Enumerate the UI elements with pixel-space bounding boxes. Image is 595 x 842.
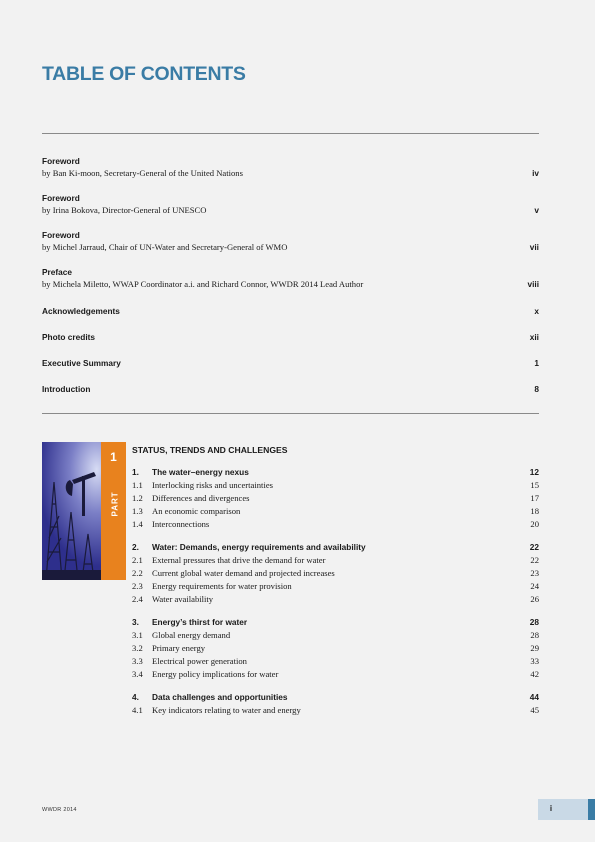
part-number: 1 (110, 450, 117, 464)
section-number: 2.3 (132, 581, 143, 591)
page-number: 15 (530, 480, 539, 490)
page-number: 29 (530, 643, 539, 653)
page-number: vii (529, 242, 539, 252)
page-title: TABLE OF CONTENTS (42, 63, 246, 85)
section-number: 1.2 (132, 493, 143, 503)
section-number: 3.4 (132, 669, 143, 679)
chapter-row[interactable] (132, 466, 539, 479)
chapter-title: Energy’s thirst for water (152, 617, 248, 627)
section-number: 1.1 (132, 480, 143, 490)
page-number: 18 (530, 506, 539, 516)
page-number: 8 (534, 384, 539, 394)
toc-entry-photo-credits[interactable] (42, 331, 539, 343)
page-number: 1 (534, 358, 539, 368)
toc-entry-executive-summary[interactable] (42, 357, 539, 369)
section-title: Differences and divergences (152, 493, 250, 503)
divider (42, 413, 539, 414)
page-number: 24 (530, 581, 539, 591)
section-title: Water availability (152, 594, 214, 604)
toc-entry-introduction[interactable] (42, 383, 539, 395)
page-number: v (534, 205, 539, 215)
section-row[interactable] (132, 518, 539, 531)
section-number: 4.1 (132, 705, 143, 715)
section-title: Energy policy implications for water (152, 669, 279, 679)
footer-label: WWDR 2014 (42, 807, 77, 813)
chapter-row[interactable] (132, 616, 539, 629)
section-row[interactable] (132, 642, 539, 655)
chapter-number: 4. (132, 692, 139, 702)
page-edge-accent (588, 799, 595, 820)
page-number: 22 (530, 555, 539, 565)
section-title: Key indicators relating to water and energy (152, 705, 301, 715)
page-number: 33 (530, 656, 539, 666)
section-number: 2.4 (132, 594, 143, 604)
page-number: 45 (530, 705, 539, 715)
section-row[interactable] (132, 655, 539, 668)
divider (42, 133, 539, 134)
entry-author: by Michel Jarraud, Chair of UN-Water and Secretary-General of WMO (42, 242, 288, 252)
section-number: 1.3 (132, 506, 143, 516)
chapter (132, 616, 539, 681)
chapter-number: 1. (132, 467, 139, 477)
page-number: xii (529, 332, 539, 342)
page-number: 28 (530, 630, 539, 640)
entry-label: Executive Summary (42, 358, 121, 368)
section-number: 2.2 (132, 568, 143, 578)
section-title: Current global water demand and projected increases (152, 568, 335, 578)
page-number: 23 (530, 568, 539, 578)
entry-heading: Foreword (42, 230, 80, 240)
page-number: 28 (529, 617, 539, 627)
section-number: 3.1 (132, 630, 143, 640)
page-number: 42 (530, 669, 539, 679)
part-contents (132, 444, 539, 727)
chapter-title: Water: Demands, energy requirements and availability (152, 542, 366, 552)
entry-heading: Foreword (42, 193, 80, 203)
entry-author: by Irina Bokova, Director-General of UNESCO (42, 205, 207, 215)
section-title: Primary energy (152, 643, 206, 653)
entry-heading: Foreword (42, 156, 80, 166)
section-row[interactable] (132, 505, 539, 518)
front-matter-list (42, 155, 539, 409)
toc-entry[interactable] (42, 192, 539, 217)
section-title: External pressures that drive the demand for water (152, 555, 326, 565)
section-row[interactable] (132, 593, 539, 606)
toc-entry[interactable] (42, 155, 539, 180)
page-number-box (538, 799, 588, 820)
section-number: 3.2 (132, 643, 143, 653)
entry-heading: Preface (42, 267, 72, 277)
entry-label: Acknowledgements (42, 306, 120, 316)
chapter (132, 691, 539, 717)
section-row[interactable] (132, 704, 539, 717)
section-title: Interconnections (152, 519, 210, 529)
chapter-row[interactable] (132, 541, 539, 554)
section-row[interactable] (132, 629, 539, 642)
entry-label: Introduction (42, 384, 91, 394)
part-label: PART (110, 491, 120, 517)
toc-entry[interactable] (42, 229, 539, 254)
entry-author: by Michela Miletto, WWAP Coordinator a.i. and Richard Connor, WWDR 2014 Lead Author (42, 279, 364, 289)
chapter-title: Data challenges and opportunities (152, 692, 288, 702)
section-number: 1.4 (132, 519, 143, 529)
page-number: 22 (529, 542, 539, 552)
section-row[interactable] (132, 580, 539, 593)
chapter-title: The water–energy nexus (152, 467, 249, 477)
toc-entry-acknowledgements[interactable] (42, 305, 539, 317)
chapter-row[interactable] (132, 691, 539, 704)
page-number: x (534, 306, 539, 316)
section-title: Global energy demand (152, 630, 231, 640)
section-number: 3.3 (132, 656, 143, 666)
section-row[interactable] (132, 567, 539, 580)
page-number: viii (527, 279, 539, 289)
chapter-number: 3. (132, 617, 139, 627)
section-row[interactable] (132, 668, 539, 681)
section-title: Interlocking risks and uncertainties (152, 480, 273, 490)
section-number: 2.1 (132, 555, 143, 565)
section-row[interactable] (132, 492, 539, 505)
section-title: Electrical power generation (152, 656, 247, 666)
section-title: Energy requirements for water provision (152, 581, 292, 591)
part-title: STATUS, TRENDS AND CHALLENGES (132, 445, 288, 455)
footer-page-number: i (549, 804, 553, 813)
section-row[interactable] (132, 554, 539, 567)
entry-author: by Ban Ki-moon, Secretary-General of the United Nations (42, 168, 243, 178)
page-number: 12 (529, 467, 539, 477)
entry-label: Photo credits (42, 332, 96, 342)
page-number: iv (532, 168, 539, 178)
chapter (132, 466, 539, 531)
page-number: 20 (530, 519, 539, 529)
section-title: An economic comparison (152, 506, 241, 516)
chapter-number: 2. (132, 542, 139, 552)
page-number: 26 (530, 594, 539, 604)
chapter (132, 541, 539, 606)
section-row[interactable] (132, 479, 539, 492)
part-tab (101, 442, 126, 580)
toc-entry[interactable] (42, 266, 539, 291)
page-number: 17 (530, 493, 539, 503)
page-number: 44 (529, 692, 539, 702)
